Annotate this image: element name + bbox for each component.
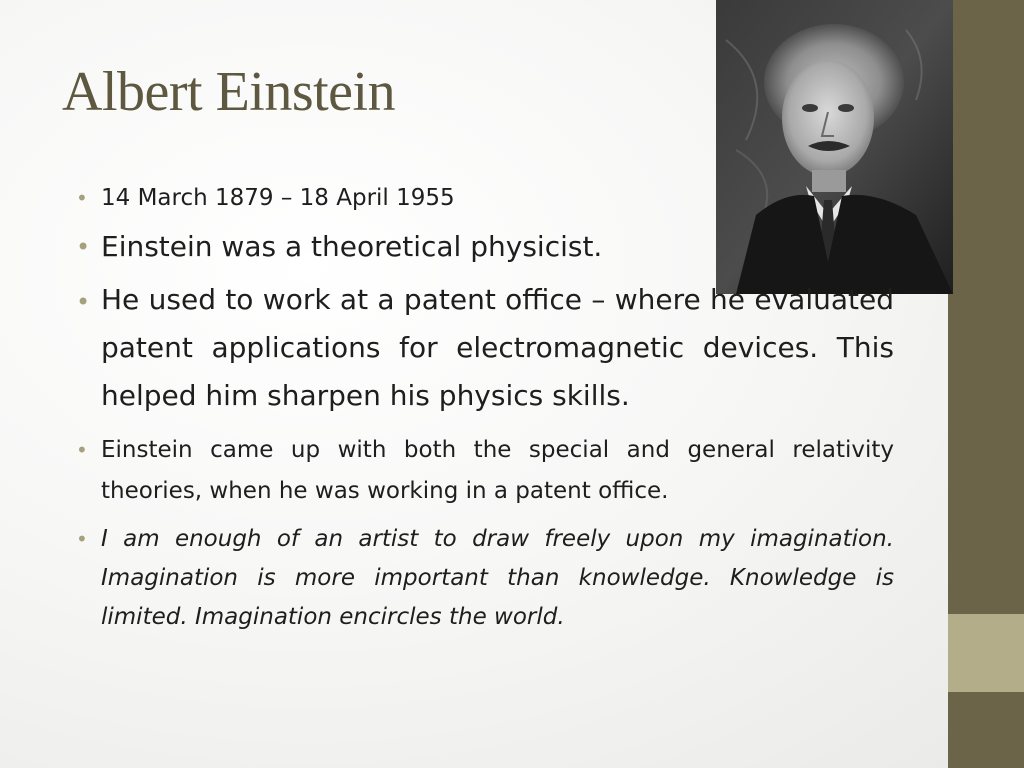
bullet-text: Einstein was a theoretical physicist. <box>101 230 603 263</box>
side-bar-accent <box>948 614 1024 692</box>
bullet-marker: • <box>76 233 91 261</box>
slide-title: Albert Einstein <box>62 61 396 123</box>
bullet-marker: • <box>76 186 88 210</box>
bullet-relativity <box>76 430 894 512</box>
bullet-dates <box>76 180 721 216</box>
bullet-list <box>76 180 894 637</box>
bullet-quote <box>76 520 894 637</box>
bullet-text: 14 March 1879 – 18 April 1955 <box>101 185 455 211</box>
bullet-patent-office <box>76 276 894 420</box>
bullet-marker: • <box>76 527 88 551</box>
bullet-marker: • <box>76 438 88 462</box>
bullet-text: Einstein came up with both the special and general relativity theories, when he was working in a patent office. <box>101 437 894 504</box>
bullet-occupation <box>76 226 721 268</box>
bullet-text: He used to work at a patent office – where he evaluated patent applications for electromagnetic devices. This helped him sharpen his physics skills. <box>101 283 894 412</box>
bullet-marker: • <box>76 288 91 316</box>
bullet-text: I am enough of an artist to draw freely upon my imagination. Imagination is more important than knowledge. Knowledge is limited. Imagination encircles the world. <box>101 526 894 630</box>
